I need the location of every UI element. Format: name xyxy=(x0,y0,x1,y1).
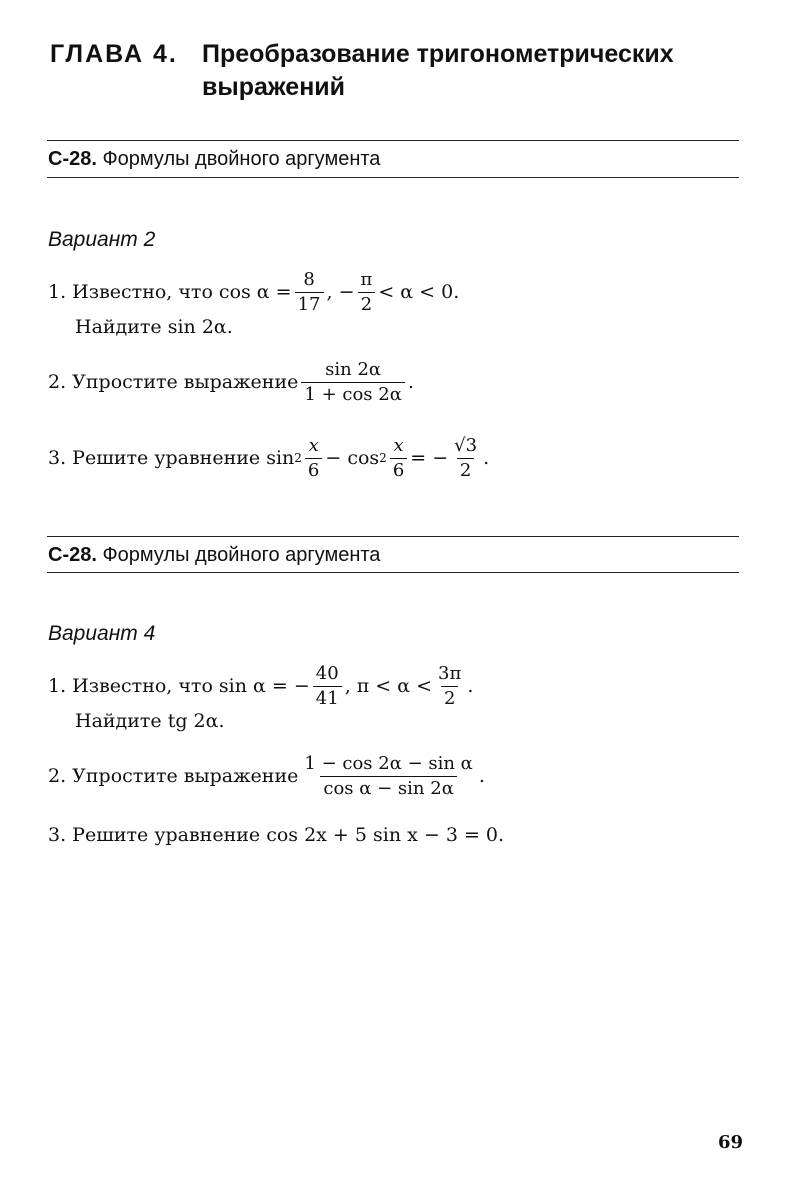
denominator: 2 xyxy=(358,292,375,316)
denominator: 2 xyxy=(457,458,474,482)
task-text: < α < 0. xyxy=(378,281,460,303)
exponent: 2 xyxy=(379,451,387,465)
fraction xyxy=(451,435,480,482)
numerator: 8 xyxy=(303,268,315,290)
fraction xyxy=(301,359,404,406)
numerator: 1 − cos 2α − sin α xyxy=(304,752,473,774)
numerator: √3 xyxy=(454,434,478,456)
denominator: 2 xyxy=(441,686,458,710)
denominator: 1 + cos 2α xyxy=(301,382,404,406)
numerator: x xyxy=(393,434,404,456)
numerator: π xyxy=(360,268,373,290)
variant-title: Вариант 4 xyxy=(48,622,156,645)
numerator: sin 2α xyxy=(325,358,382,380)
section-title: Формулы двойного аргумента xyxy=(102,544,381,566)
task-text: , π < α < xyxy=(344,675,433,697)
fraction xyxy=(358,269,376,316)
section-bottom-rule xyxy=(47,177,739,178)
section-bottom-rule xyxy=(47,572,739,573)
task-text: , − xyxy=(326,281,355,303)
task-text: 2. Упростите выражение xyxy=(48,371,299,393)
task-text: 1. Известно, что sin α = − xyxy=(48,675,310,697)
task-1-question: Найдите sin 2α. xyxy=(75,316,233,338)
task-text: . xyxy=(407,371,414,393)
task-1-question: Найдите tg 2α. xyxy=(75,710,225,732)
numerator: 3π xyxy=(438,662,462,684)
section-top-rule xyxy=(47,536,739,537)
denominator: 6 xyxy=(390,458,407,482)
task-text: . xyxy=(478,765,485,787)
task-2 xyxy=(48,352,414,412)
fraction xyxy=(313,663,342,710)
task-text: . xyxy=(483,447,490,469)
fraction xyxy=(390,435,407,482)
task-text: − cos xyxy=(325,447,380,469)
variant-title: Вариант 2 xyxy=(48,228,156,251)
task-3 xyxy=(48,428,489,488)
chapter-title: Преобразование тригонометрических выражений xyxy=(202,40,674,101)
section-heading xyxy=(48,148,380,171)
section-top-rule xyxy=(47,140,739,141)
section-code: С-28. xyxy=(48,544,97,566)
fraction xyxy=(435,663,464,710)
fraction xyxy=(301,753,475,800)
denominator: 6 xyxy=(305,458,322,482)
fraction xyxy=(305,435,322,482)
numerator: x xyxy=(308,434,319,456)
chapter-label: ГЛАВА 4. xyxy=(50,40,178,68)
task-text: 3. Решите уравнение sin xyxy=(48,447,295,469)
denominator: cos α − sin 2α xyxy=(320,776,456,800)
task-2 xyxy=(48,746,485,806)
task-1 xyxy=(48,656,473,716)
section-heading xyxy=(48,544,380,567)
denominator: 17 xyxy=(295,292,324,316)
task-text: = − xyxy=(410,447,449,469)
section-code: С-28. xyxy=(48,148,97,170)
task-text: . xyxy=(467,675,474,697)
page-number: 69 xyxy=(718,1132,744,1153)
fraction xyxy=(295,269,324,316)
task-1 xyxy=(48,262,459,322)
exponent: 2 xyxy=(294,451,302,465)
numerator: 40 xyxy=(315,662,339,684)
task-text: 2. Упростите выражение xyxy=(48,765,299,787)
task-text: 1. Известно, что cos α = xyxy=(48,281,292,303)
denominator: 41 xyxy=(313,686,342,710)
section-title: Формулы двойного аргумента xyxy=(102,148,381,170)
task-3: 3. Решите уравнение cos 2x + 5 sin x − 3 = 0. xyxy=(48,824,505,846)
